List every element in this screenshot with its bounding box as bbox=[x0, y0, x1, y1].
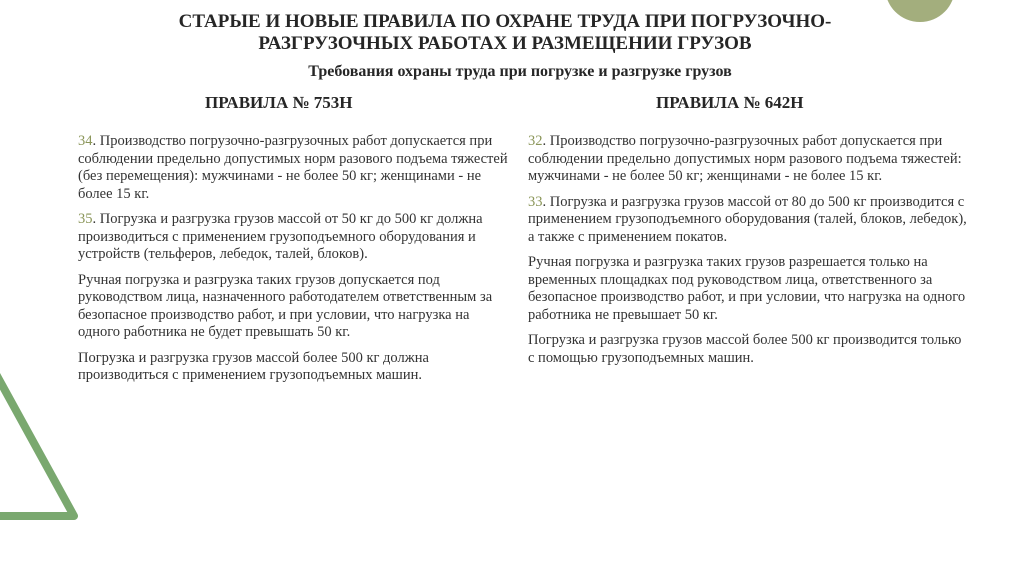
column-rules-753n bbox=[78, 92, 508, 393]
paragraph-text: . Производство погрузочно-разгрузочных работ допускается при соблюдении предельно допустимых норм разового подъема тяжестей (без перемещения): мужчинами - не более 50 кг; женщинами - не более 15 кг. bbox=[78, 133, 508, 202]
paragraph-text: Погрузка и разгрузка грузов массой более 500 кг производится только с помощью грузоподъемных машин. bbox=[528, 332, 962, 366]
page-subtitle: Требования охраны труда при погрузке и разгрузке грузов bbox=[308, 63, 732, 80]
paragraph bbox=[78, 133, 508, 203]
paragraph-number: 35 bbox=[78, 211, 93, 227]
paragraph-number: 34 bbox=[78, 133, 93, 149]
paragraph-number: 32 bbox=[528, 133, 543, 149]
paragraph-number: 33 bbox=[528, 193, 543, 210]
paragraph bbox=[78, 211, 508, 264]
column-heading: ПРАВИЛА № 642Н bbox=[656, 93, 804, 112]
column-rules-642n bbox=[528, 92, 968, 375]
paragraph bbox=[528, 133, 968, 186]
paragraph bbox=[528, 254, 968, 324]
paragraph bbox=[78, 350, 508, 385]
paragraph-text: Ручная погрузка и разгрузка таких грузов допускается под руководством лица, назначенного работодателем ответственным за безопасное производство работ, и при условии, что нагрузка на одного работника не будет превышать 50 кг. bbox=[78, 271, 493, 340]
decorative-triangle bbox=[0, 370, 90, 530]
column-heading: ПРАВИЛА № 753Н bbox=[205, 93, 353, 112]
paragraph bbox=[528, 194, 968, 247]
paragraph-text: . Погрузка и разгрузка грузов массой от 50 кг до 500 кг должна производиться с применением грузоподъемного оборудования и устройств (тельферов, лебедок, талей, блоков). bbox=[78, 211, 483, 262]
page-title: СТАРЫЕ И НОВЫЕ ПРАВИЛА ПО ОХРАНЕ ТРУДА ПРИ ПОГРУЗОЧНО-РАЗГРУЗОЧНЫХ РАБОТАХ И РАЗМЕЩЕНИИ ГРУЗОВ bbox=[178, 11, 832, 54]
paragraph-text: . Погрузка и разгрузка грузов массой от 80 до 500 кг производится с применением грузоподъемного оборудования (талей, блоков, лебедок), а также с применением покатов. bbox=[528, 193, 967, 245]
paragraph bbox=[528, 332, 968, 367]
paragraph bbox=[78, 272, 508, 342]
paragraph-text: . Производство погрузочно-разгрузочных работ допускается при соблюдении предельно допустимых норм разового подъема тяжестей: мужчинами - не более 50 кг; женщинами - не более 15 кг. bbox=[528, 133, 962, 184]
paragraph-text: Ручная погрузка и разгрузка таких грузов разрешается только на временных площадках под руководством лица, ответственного за безопасное производство работ, и при условии, что нагрузка на одного работника не превышает 50 кг. bbox=[528, 254, 966, 323]
paragraph-text: Погрузка и разгрузка грузов массой более 500 кг должна производиться с применением грузоподъемных машин. bbox=[78, 349, 429, 383]
